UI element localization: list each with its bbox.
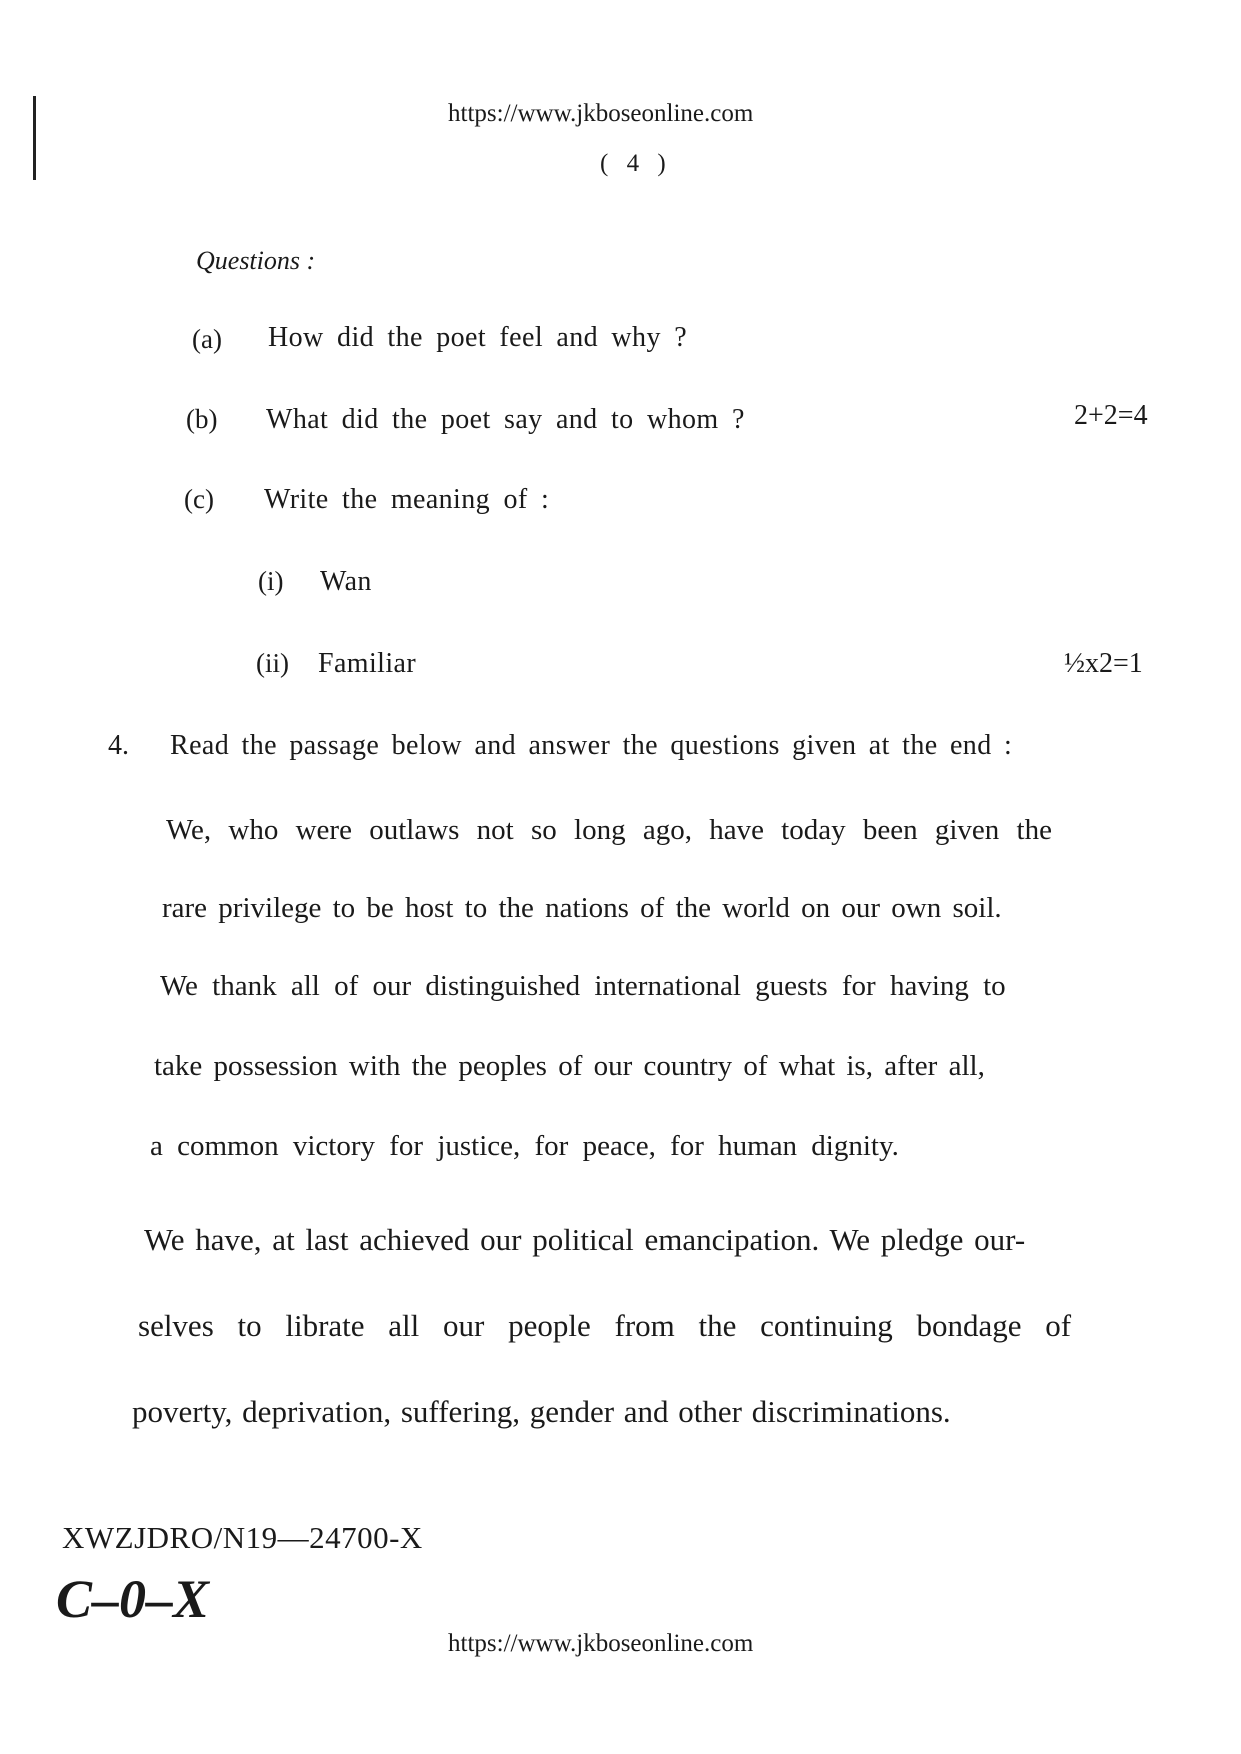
footer-url: https://www.jkboseonline.com	[448, 1630, 754, 1657]
passage-line: rare privilege to be host to the nations of the world on our own soil.	[162, 892, 1002, 924]
sub-question-i-label: (i)	[258, 566, 284, 596]
question-b-text: What did the poet say and to whom ?	[266, 404, 745, 435]
question-b-label: (b)	[186, 404, 218, 434]
passage-line: We, who were outlaws not so long ago, have today been given the	[166, 814, 1052, 846]
question-a-text: How did the poet feel and why ?	[268, 322, 688, 353]
question-c-text: Write the meaning of :	[264, 484, 550, 515]
sub-question-ii-label: (ii)	[256, 648, 289, 678]
question-4-instruction: Read the passage below and answer the questions given at the end :	[170, 730, 1013, 761]
questions-heading: Questions :	[196, 246, 316, 275]
question-c-label: (c)	[184, 484, 214, 514]
sub-question-ii-text: Familiar	[318, 648, 417, 679]
sub-question-i-text: Wan	[320, 566, 372, 597]
passage-line: take possession with the peoples of our country of what is, after all,	[154, 1050, 985, 1082]
sub-question-ii-marks: ½x2=1	[1064, 648, 1143, 679]
margin-rule-mark	[33, 96, 36, 180]
set-code: C–0–X	[56, 1569, 210, 1629]
passage-line: poverty, deprivation, suffering, gender and other discriminations.	[132, 1394, 951, 1429]
question-b-marks: 2+2=4	[1074, 400, 1148, 431]
paper-code: XWZJDRO/N19—24700-X	[62, 1520, 423, 1555]
passage-line: We have, at last achieved our political emancipation. We pledge our-	[144, 1222, 1026, 1257]
page-number: ( 4 )	[600, 150, 672, 177]
question-a-label: (a)	[192, 324, 222, 354]
passage-line: selves to librate all our people from the continuing bondage of	[138, 1308, 1072, 1343]
passage-line: a common victory for justice, for peace, for human dignity.	[150, 1130, 899, 1162]
header-url: https://www.jkboseonline.com	[448, 100, 754, 127]
passage-line: We thank all of our distinguished international guests for having to	[160, 970, 1006, 1002]
question-4-number: 4.	[108, 730, 129, 761]
